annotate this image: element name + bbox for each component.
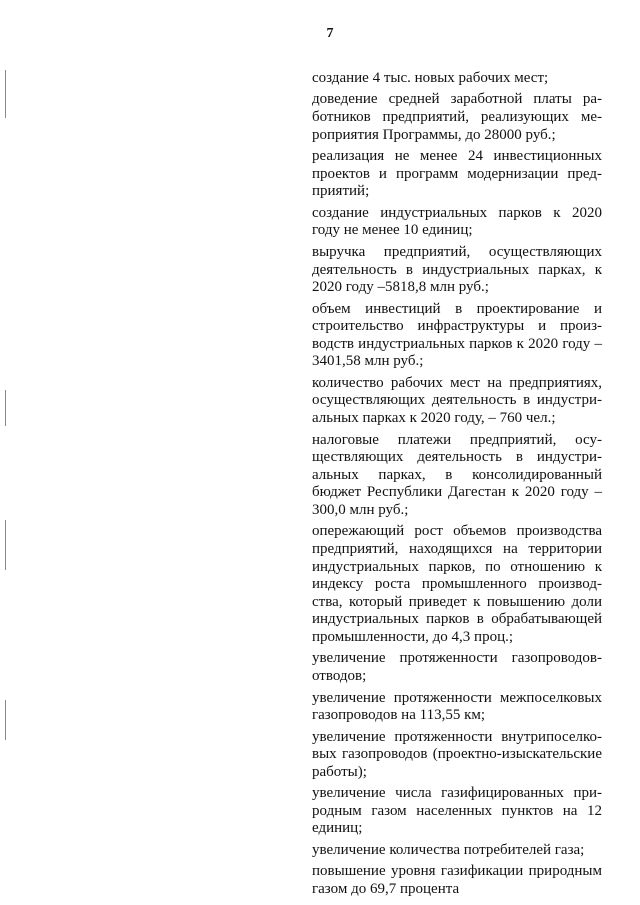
list-item: налоговые платежи предприятий, осуществляющих деятельность в индустриальных парках, в консолидированный бюджет Республики Дагестан к 2020 году – 300,0 млн руб.; [312,431,602,518]
list-item: реализация не менее 24 инвестиционных проектов и программ модернизации предприятий; [312,148,602,200]
list-item: увеличение числа газифицированных природным газом населенных пунктов на 12 единиц; [312,785,602,837]
list-item: создание 4 тыс. новых рабочих мест; [312,70,549,86]
list-item: увеличение протяженности газопроводов-отводов; [312,650,602,685]
list-item: количество рабочих мест на предприятиях, осуществляющих деятельность в индустриальных парках к 2020 году, – 760 чел.; [312,374,602,427]
scan-margin-mark [5,700,6,740]
list-item: опережающий рост объемов производства предприятий, находящихся на территории индустриальных парков, по отношению к индексу роста промышленного производства, который приведет к повышению доли индустриальных парков в обрабатывающей промышленности, до 4,3 проц.; [312,523,602,645]
list-item: доведение средней заработной платы работников предприятий, реализующих мероприятия Программы, до 28000 руб.; [312,91,602,143]
list-item: увеличение количества потребителей газа; [312,841,585,858]
list-item: повышение уровня газификации природным газом до 69,7 процента [312,863,602,897]
document-body [312,70,602,899]
page-number: 7 [326,26,334,41]
list-item: объем инвестиций в проектирование и строительство инфраструктуры и производств индустриальных парков к 2020 году – 3401,58 млн руб.; [312,300,602,370]
scan-margin-mark [5,70,6,118]
scan-margin-mark [5,390,6,426]
list-item: увеличение протяженности межпоселковых газопроводов на 113,55 км; [312,689,602,724]
list-item: увеличение протяженности внутрипоселковых газопроводов (проектно-изыскательские работы); [312,728,602,780]
list-item: выручка предприятий, осуществляющих деятельность в индустриальных парках, к 2020 году –5818,8 млн руб.; [312,243,602,296]
list-item: создание индустриальных парков к 2020 году не менее 10 единиц; [312,204,602,239]
scan-margin-mark [5,520,6,570]
